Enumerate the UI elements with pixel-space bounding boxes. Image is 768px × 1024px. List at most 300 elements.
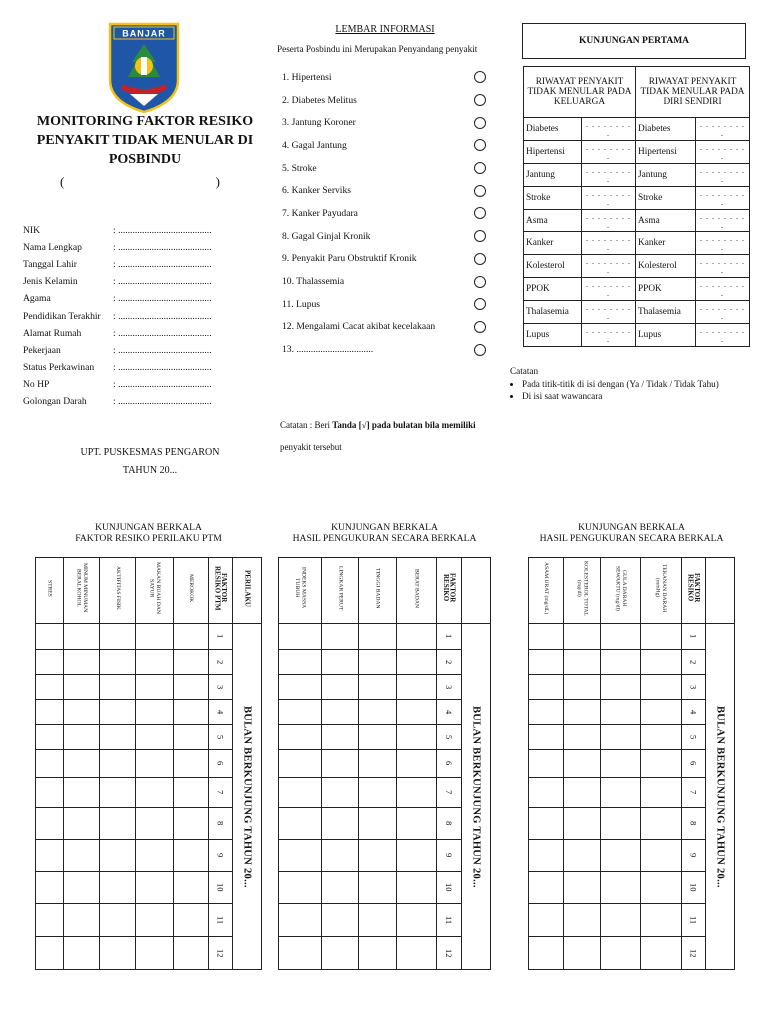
disease-item	[282, 316, 492, 339]
riwayat-keluarga-label: Diabetes	[524, 118, 582, 141]
entry-cell[interactable]	[36, 675, 64, 700]
entry-cell[interactable]	[640, 700, 681, 725]
entry-cell[interactable]	[99, 624, 136, 650]
column-header: TINGGI BADAN	[374, 567, 381, 609]
entry-cell[interactable]	[322, 624, 359, 650]
entry-cell[interactable]	[36, 778, 64, 808]
riwayat-row	[524, 186, 750, 209]
entry-cell[interactable]	[640, 808, 681, 840]
identity-row	[23, 359, 253, 376]
disease-label: 11. Lupus	[282, 298, 321, 310]
paren-open: (	[60, 174, 65, 189]
entry-cell[interactable]	[322, 750, 359, 778]
entry-cell[interactable]	[601, 840, 640, 872]
entry-cell[interactable]	[359, 937, 396, 970]
entry-cell[interactable]	[359, 904, 396, 937]
riwayat-keluarga-answer[interactable]: . . . . . . . . .	[582, 278, 636, 301]
entry-cell[interactable]	[63, 650, 99, 675]
entry-cell[interactable]	[601, 937, 640, 970]
entry-cell[interactable]	[563, 650, 601, 675]
entry-cell[interactable]	[136, 937, 174, 970]
entry-cell[interactable]	[563, 840, 601, 872]
entry-cell[interactable]	[601, 750, 640, 778]
entry-cell[interactable]	[563, 778, 601, 808]
entry-cell[interactable]	[529, 840, 564, 872]
check-circle-icon[interactable]	[474, 139, 486, 151]
field-value[interactable]: : .......................................	[113, 225, 212, 237]
column-header: AKTIFITAS FISIK	[114, 566, 121, 610]
entry-cell[interactable]	[529, 675, 564, 700]
riwayat-sendiri-label: Kolesterol	[636, 255, 696, 278]
entry-cell[interactable]	[359, 725, 396, 750]
entry-cell[interactable]	[99, 750, 136, 778]
grid-table	[278, 557, 491, 970]
entry-cell[interactable]	[63, 750, 99, 778]
entry-cell[interactable]	[322, 808, 359, 840]
field-value[interactable]: : .......................................	[113, 327, 212, 339]
riwayat-keluarga-answer[interactable]: . . . . . . . . .	[582, 301, 636, 324]
entry-cell[interactable]	[359, 808, 396, 840]
riwayat-keluarga-answer[interactable]: . . . . . . . . .	[582, 324, 636, 347]
grid-title: KUNJUNGAN BERKALA	[331, 522, 438, 533]
entry-cell[interactable]	[63, 624, 99, 650]
entry-cell[interactable]	[173, 725, 208, 750]
column-header: KOLESTEROL TOTAL (mg/dl)	[576, 560, 589, 616]
entry-cell[interactable]	[563, 725, 601, 750]
entry-cell[interactable]	[36, 872, 64, 904]
entry-cell[interactable]	[529, 624, 564, 650]
disease-label: 2. Diabetes Melitus	[282, 94, 357, 106]
riwayat-sendiri-answer[interactable]: . . . . . . . . .	[696, 118, 750, 141]
entry-cell[interactable]	[601, 675, 640, 700]
perilaku-header: PERILAKU	[243, 569, 252, 607]
month-row	[529, 872, 735, 904]
year-label: TAHUN 20...	[122, 465, 178, 476]
entry-cell[interactable]	[36, 840, 64, 872]
month-number: 12	[437, 937, 462, 970]
entry-cell[interactable]	[63, 700, 99, 725]
entry-cell[interactable]	[396, 725, 437, 750]
check-circle-icon[interactable]	[474, 117, 486, 129]
riwayat-keluarga-answer[interactable]: . . . . . . . . .	[582, 186, 636, 209]
riwayat-sendiri-label: Diabetes	[636, 118, 696, 141]
entry-cell[interactable]	[396, 624, 437, 650]
month-row	[529, 904, 735, 937]
entry-cell[interactable]	[99, 700, 136, 725]
month-row	[279, 725, 491, 750]
month-number: 7	[437, 778, 462, 808]
field-value[interactable]: : .......................................	[113, 344, 212, 356]
month-row	[36, 904, 262, 937]
entry-cell[interactable]	[99, 937, 136, 970]
entry-cell[interactable]	[640, 750, 681, 778]
entry-cell[interactable]	[322, 700, 359, 725]
identity-fields	[23, 222, 253, 410]
month-number: 6	[437, 750, 462, 778]
entry-cell[interactable]	[529, 808, 564, 840]
entry-cell[interactable]	[529, 872, 564, 904]
entry-cell[interactable]	[279, 840, 322, 872]
grid-subtitle: HASIL PENGUKURAN SECARA BERKALA	[539, 533, 724, 544]
entry-cell[interactable]	[99, 840, 136, 872]
entry-cell[interactable]	[359, 700, 396, 725]
entry-cell[interactable]	[601, 725, 640, 750]
entry-cell[interactable]	[396, 675, 437, 700]
riwayat-sendiri-answer[interactable]: . . . . . . . . .	[696, 232, 750, 255]
check-circle-icon[interactable]	[474, 207, 486, 219]
entry-cell[interactable]	[322, 904, 359, 937]
entry-cell[interactable]	[173, 937, 208, 970]
entry-cell[interactable]	[322, 872, 359, 904]
entry-cell[interactable]	[396, 750, 437, 778]
entry-cell[interactable]	[601, 700, 640, 725]
check-circle-icon[interactable]	[474, 185, 486, 197]
entry-cell[interactable]	[322, 650, 359, 675]
entry-cell[interactable]	[322, 840, 359, 872]
riwayat-keluarga-answer[interactable]: . . . . . . . . .	[582, 209, 636, 232]
entry-cell[interactable]	[173, 808, 208, 840]
riwayat-keluarga-answer[interactable]: . . . . . . . . .	[582, 140, 636, 163]
month-row	[279, 675, 491, 700]
entry-cell[interactable]	[601, 808, 640, 840]
entry-cell[interactable]	[99, 778, 136, 808]
month-row	[36, 675, 262, 700]
month-number: 9	[208, 840, 233, 872]
entry-cell[interactable]	[63, 808, 99, 840]
field-value[interactable]: : .......................................	[113, 276, 212, 288]
entry-cell[interactable]	[529, 725, 564, 750]
bulan-berkunjung-label: BULAN BERKUNJUNG TAHUN 20...	[233, 624, 262, 970]
month-row	[36, 725, 262, 750]
entry-cell[interactable]	[99, 725, 136, 750]
entry-cell[interactable]	[36, 808, 64, 840]
check-circle-icon[interactable]	[474, 344, 486, 356]
riwayat-sendiri-answer[interactable]: . . . . . . . . .	[696, 278, 750, 301]
entry-cell[interactable]	[99, 808, 136, 840]
entry-cell[interactable]	[396, 808, 437, 840]
entry-cell[interactable]	[136, 725, 174, 750]
entry-cell[interactable]	[640, 904, 681, 937]
entry-cell[interactable]	[359, 778, 396, 808]
entry-cell[interactable]	[396, 700, 437, 725]
entry-cell[interactable]	[173, 624, 208, 650]
entry-cell[interactable]	[279, 808, 322, 840]
riwayat-row	[524, 118, 750, 141]
catatan-title: Catatan	[510, 366, 539, 376]
riwayat-sendiri-answer[interactable]: . . . . . . . . .	[696, 163, 750, 186]
disease-label: 13. ................................	[282, 344, 374, 356]
entry-cell[interactable]	[529, 778, 564, 808]
field-value[interactable]: : .......................................	[113, 378, 212, 390]
month-number: 5	[681, 725, 706, 750]
entry-cell[interactable]	[563, 700, 601, 725]
entry-cell[interactable]	[136, 808, 174, 840]
month-row	[36, 700, 262, 725]
entry-cell[interactable]	[359, 872, 396, 904]
riwayat-sendiri-answer[interactable]: . . . . . . . . .	[696, 324, 750, 347]
field-value[interactable]: : .......................................	[113, 259, 212, 271]
entry-cell[interactable]	[601, 904, 640, 937]
entry-cell[interactable]	[322, 937, 359, 970]
riwayat-table	[523, 66, 750, 347]
month-row	[279, 750, 491, 778]
entry-cell[interactable]	[640, 778, 681, 808]
month-number: 1	[208, 624, 233, 650]
entry-cell[interactable]	[563, 750, 601, 778]
entry-cell[interactable]	[63, 840, 99, 872]
entry-cell[interactable]	[396, 840, 437, 872]
entry-cell[interactable]	[173, 750, 208, 778]
riwayat-row	[524, 163, 750, 186]
entry-cell[interactable]	[359, 650, 396, 675]
field-label: Tanggal Lahir	[23, 259, 77, 271]
entry-cell[interactable]	[322, 778, 359, 808]
month-number: 7	[681, 778, 706, 808]
entry-cell[interactable]	[563, 872, 601, 904]
month-row	[529, 650, 735, 675]
riwayat-sendiri-answer[interactable]: . . . . . . . . .	[696, 186, 750, 209]
name-parentheses	[60, 174, 220, 190]
info-subtitle: Peserta Posbindu ini Merupakan Penyandang penyakit	[277, 44, 478, 54]
riwayat-keluarga-answer[interactable]: . . . . . . . . .	[582, 232, 636, 255]
month-number: 2	[681, 650, 706, 675]
entry-cell[interactable]	[173, 700, 208, 725]
check-circle-icon[interactable]	[474, 230, 486, 242]
entry-cell[interactable]	[136, 750, 174, 778]
riwayat-sendiri-label: Stroke	[636, 186, 696, 209]
entry-cell[interactable]	[601, 650, 640, 675]
entry-cell[interactable]	[640, 840, 681, 872]
entry-cell[interactable]	[529, 937, 564, 970]
riwayat-row	[524, 301, 750, 324]
entry-cell[interactable]	[173, 650, 208, 675]
entry-cell[interactable]	[136, 840, 174, 872]
riwayat-sendiri-answer[interactable]: . . . . . . . . .	[696, 301, 750, 324]
month-number: 3	[681, 675, 706, 700]
month-row	[279, 650, 491, 675]
riwayat-sendiri-answer[interactable]: . . . . . . . . .	[696, 209, 750, 232]
entry-cell[interactable]	[322, 725, 359, 750]
entry-cell[interactable]	[279, 904, 322, 937]
entry-cell[interactable]	[63, 725, 99, 750]
entry-cell[interactable]	[279, 624, 322, 650]
riwayat-keluarga-answer[interactable]: . . . . . . . . .	[582, 118, 636, 141]
entry-cell[interactable]	[136, 778, 174, 808]
month-number: 3	[208, 675, 233, 700]
entry-cell[interactable]	[173, 872, 208, 904]
entry-cell[interactable]	[396, 937, 437, 970]
entry-cell[interactable]	[173, 840, 208, 872]
identity-row	[23, 393, 253, 410]
field-value[interactable]: : .......................................	[113, 361, 212, 373]
disease-item	[282, 202, 492, 225]
riwayat-sendiri-label: Hipertensi	[636, 140, 696, 163]
column-header: MINUM MINUMAN BERALKOHOL	[75, 563, 88, 613]
entry-cell[interactable]	[529, 750, 564, 778]
entry-cell[interactable]	[279, 700, 322, 725]
check-circle-icon[interactable]	[474, 71, 486, 83]
month-number: 8	[681, 808, 706, 840]
month-row	[36, 650, 262, 675]
entry-cell[interactable]	[359, 624, 396, 650]
entry-cell[interactable]	[563, 904, 601, 937]
field-value[interactable]: : .......................................	[113, 310, 212, 322]
column-header: ASAM URAT (mg/dL)	[543, 561, 550, 615]
identity-row	[23, 290, 253, 307]
entry-cell[interactable]	[640, 872, 681, 904]
entry-cell[interactable]	[36, 725, 64, 750]
riwayat-sendiri-label: PPOK	[636, 278, 696, 301]
catatan-item: • Di isi saat wawancara	[522, 390, 760, 402]
check-circle-icon[interactable]	[474, 321, 486, 333]
entry-cell[interactable]	[601, 778, 640, 808]
entry-cell[interactable]	[63, 675, 99, 700]
check-circle-icon[interactable]	[474, 94, 486, 106]
riwayat-keluarga-label: Hipertensi	[524, 140, 582, 163]
column-header: LINGKAR PERUT	[337, 565, 344, 611]
field-label: Pendidikan Terakhir	[23, 310, 101, 322]
field-value[interactable]: : .......................................	[113, 293, 212, 305]
entry-cell[interactable]	[36, 750, 64, 778]
entry-cell[interactable]	[279, 778, 322, 808]
check-circle-icon[interactable]	[474, 276, 486, 288]
month-number: 10	[681, 872, 706, 904]
berkala-grid	[35, 522, 262, 970]
entry-cell[interactable]	[63, 778, 99, 808]
berkala-grid	[278, 522, 491, 970]
disease-label: 3. Jantung Koroner	[282, 117, 356, 129]
entry-cell[interactable]	[279, 750, 322, 778]
entry-cell[interactable]	[136, 904, 174, 937]
field-value[interactable]: : .......................................	[113, 395, 212, 407]
entry-cell[interactable]	[136, 675, 174, 700]
riwayat-keluarga-header: RIWAYAT PENYAKIT TIDAK MENULAR PADA KELUARGA	[524, 67, 636, 118]
entry-cell[interactable]	[640, 937, 681, 970]
riwayat-sendiri-answer[interactable]: . . . . . . . . .	[696, 140, 750, 163]
field-value[interactable]: : .......................................	[113, 242, 212, 254]
riwayat-row	[524, 209, 750, 232]
entry-cell[interactable]	[279, 675, 322, 700]
month-number: 2	[208, 650, 233, 675]
entry-cell[interactable]	[63, 904, 99, 937]
riwayat-sendiri-answer[interactable]: . . . . . . . . .	[696, 255, 750, 278]
field-label: No HP	[23, 378, 50, 390]
month-number: 9	[437, 840, 462, 872]
entry-cell[interactable]	[563, 675, 601, 700]
month-number: 11	[681, 904, 706, 937]
entry-cell[interactable]	[563, 937, 601, 970]
check-circle-icon[interactable]	[474, 162, 486, 174]
check-circle-icon[interactable]	[474, 298, 486, 310]
entry-cell[interactable]	[173, 675, 208, 700]
entry-cell[interactable]	[529, 700, 564, 725]
riwayat-keluarga-label: Kanker	[524, 232, 582, 255]
entry-cell[interactable]	[173, 904, 208, 937]
month-row	[279, 840, 491, 872]
entry-cell[interactable]	[359, 750, 396, 778]
entry-cell[interactable]	[63, 872, 99, 904]
entry-cell[interactable]	[640, 675, 681, 700]
month-number: 8	[208, 808, 233, 840]
month-row	[529, 750, 735, 778]
identity-row	[23, 239, 253, 256]
entry-cell[interactable]	[640, 650, 681, 675]
entry-cell[interactable]	[396, 872, 437, 904]
entry-cell[interactable]	[640, 624, 681, 650]
identity-row	[23, 376, 253, 393]
riwayat-keluarga-answer[interactable]: . . . . . . . . .	[582, 255, 636, 278]
disease-item	[282, 66, 492, 89]
entry-cell[interactable]	[99, 675, 136, 700]
entry-cell[interactable]	[99, 904, 136, 937]
entry-cell[interactable]	[640, 725, 681, 750]
entry-cell[interactable]	[601, 624, 640, 650]
entry-cell[interactable]	[279, 725, 322, 750]
faktor-header: FAKTOR RESIKO	[442, 573, 457, 603]
entry-cell[interactable]	[136, 700, 174, 725]
entry-cell[interactable]	[396, 904, 437, 937]
entry-cell[interactable]	[36, 904, 64, 937]
month-row	[36, 624, 262, 650]
kunjungan-catatan	[510, 366, 760, 402]
entry-cell[interactable]	[36, 650, 64, 675]
entry-cell[interactable]	[563, 624, 601, 650]
entry-cell[interactable]	[529, 904, 564, 937]
entry-cell[interactable]	[359, 840, 396, 872]
entry-cell[interactable]	[322, 675, 359, 700]
entry-cell[interactable]	[136, 872, 174, 904]
month-number: 10	[437, 872, 462, 904]
entry-cell[interactable]	[63, 937, 99, 970]
disease-item	[282, 248, 492, 271]
info-note	[280, 420, 500, 452]
entry-cell[interactable]	[36, 700, 64, 725]
month-row	[529, 624, 735, 650]
entry-cell[interactable]	[99, 872, 136, 904]
entry-cell[interactable]	[279, 650, 322, 675]
riwayat-keluarga-answer[interactable]: . . . . . . . . .	[582, 163, 636, 186]
riwayat-keluarga-label: Stroke	[524, 186, 582, 209]
riwayat-keluarga-label: Kolesterol	[524, 255, 582, 278]
entry-cell[interactable]	[279, 937, 322, 970]
entry-cell[interactable]	[136, 624, 174, 650]
entry-cell[interactable]	[601, 872, 640, 904]
entry-cell[interactable]	[173, 778, 208, 808]
month-row	[529, 778, 735, 808]
month-row	[279, 624, 491, 650]
entry-cell[interactable]	[396, 778, 437, 808]
grid-subtitle: FAKTOR RESIKO PERILAKU PTM	[75, 533, 222, 544]
entry-cell[interactable]	[36, 624, 64, 650]
entry-cell[interactable]	[529, 650, 564, 675]
entry-cell[interactable]	[136, 650, 174, 675]
riwayat-keluarga-label: PPOK	[524, 278, 582, 301]
field-label: Agama	[23, 293, 51, 305]
entry-cell[interactable]	[563, 808, 601, 840]
month-number: 5	[208, 725, 233, 750]
entry-cell[interactable]	[396, 650, 437, 675]
disease-item	[282, 111, 492, 134]
entry-cell[interactable]	[279, 872, 322, 904]
check-circle-icon[interactable]	[474, 253, 486, 265]
entry-cell[interactable]	[99, 650, 136, 675]
riwayat-keluarga-label: Jantung	[524, 163, 582, 186]
field-label: Alamat Rumah	[23, 327, 82, 339]
column-header: MEROKOK	[188, 573, 195, 603]
entry-cell[interactable]	[359, 675, 396, 700]
entry-cell[interactable]	[36, 937, 64, 970]
disease-label: 1. Hipertensi	[282, 71, 332, 83]
